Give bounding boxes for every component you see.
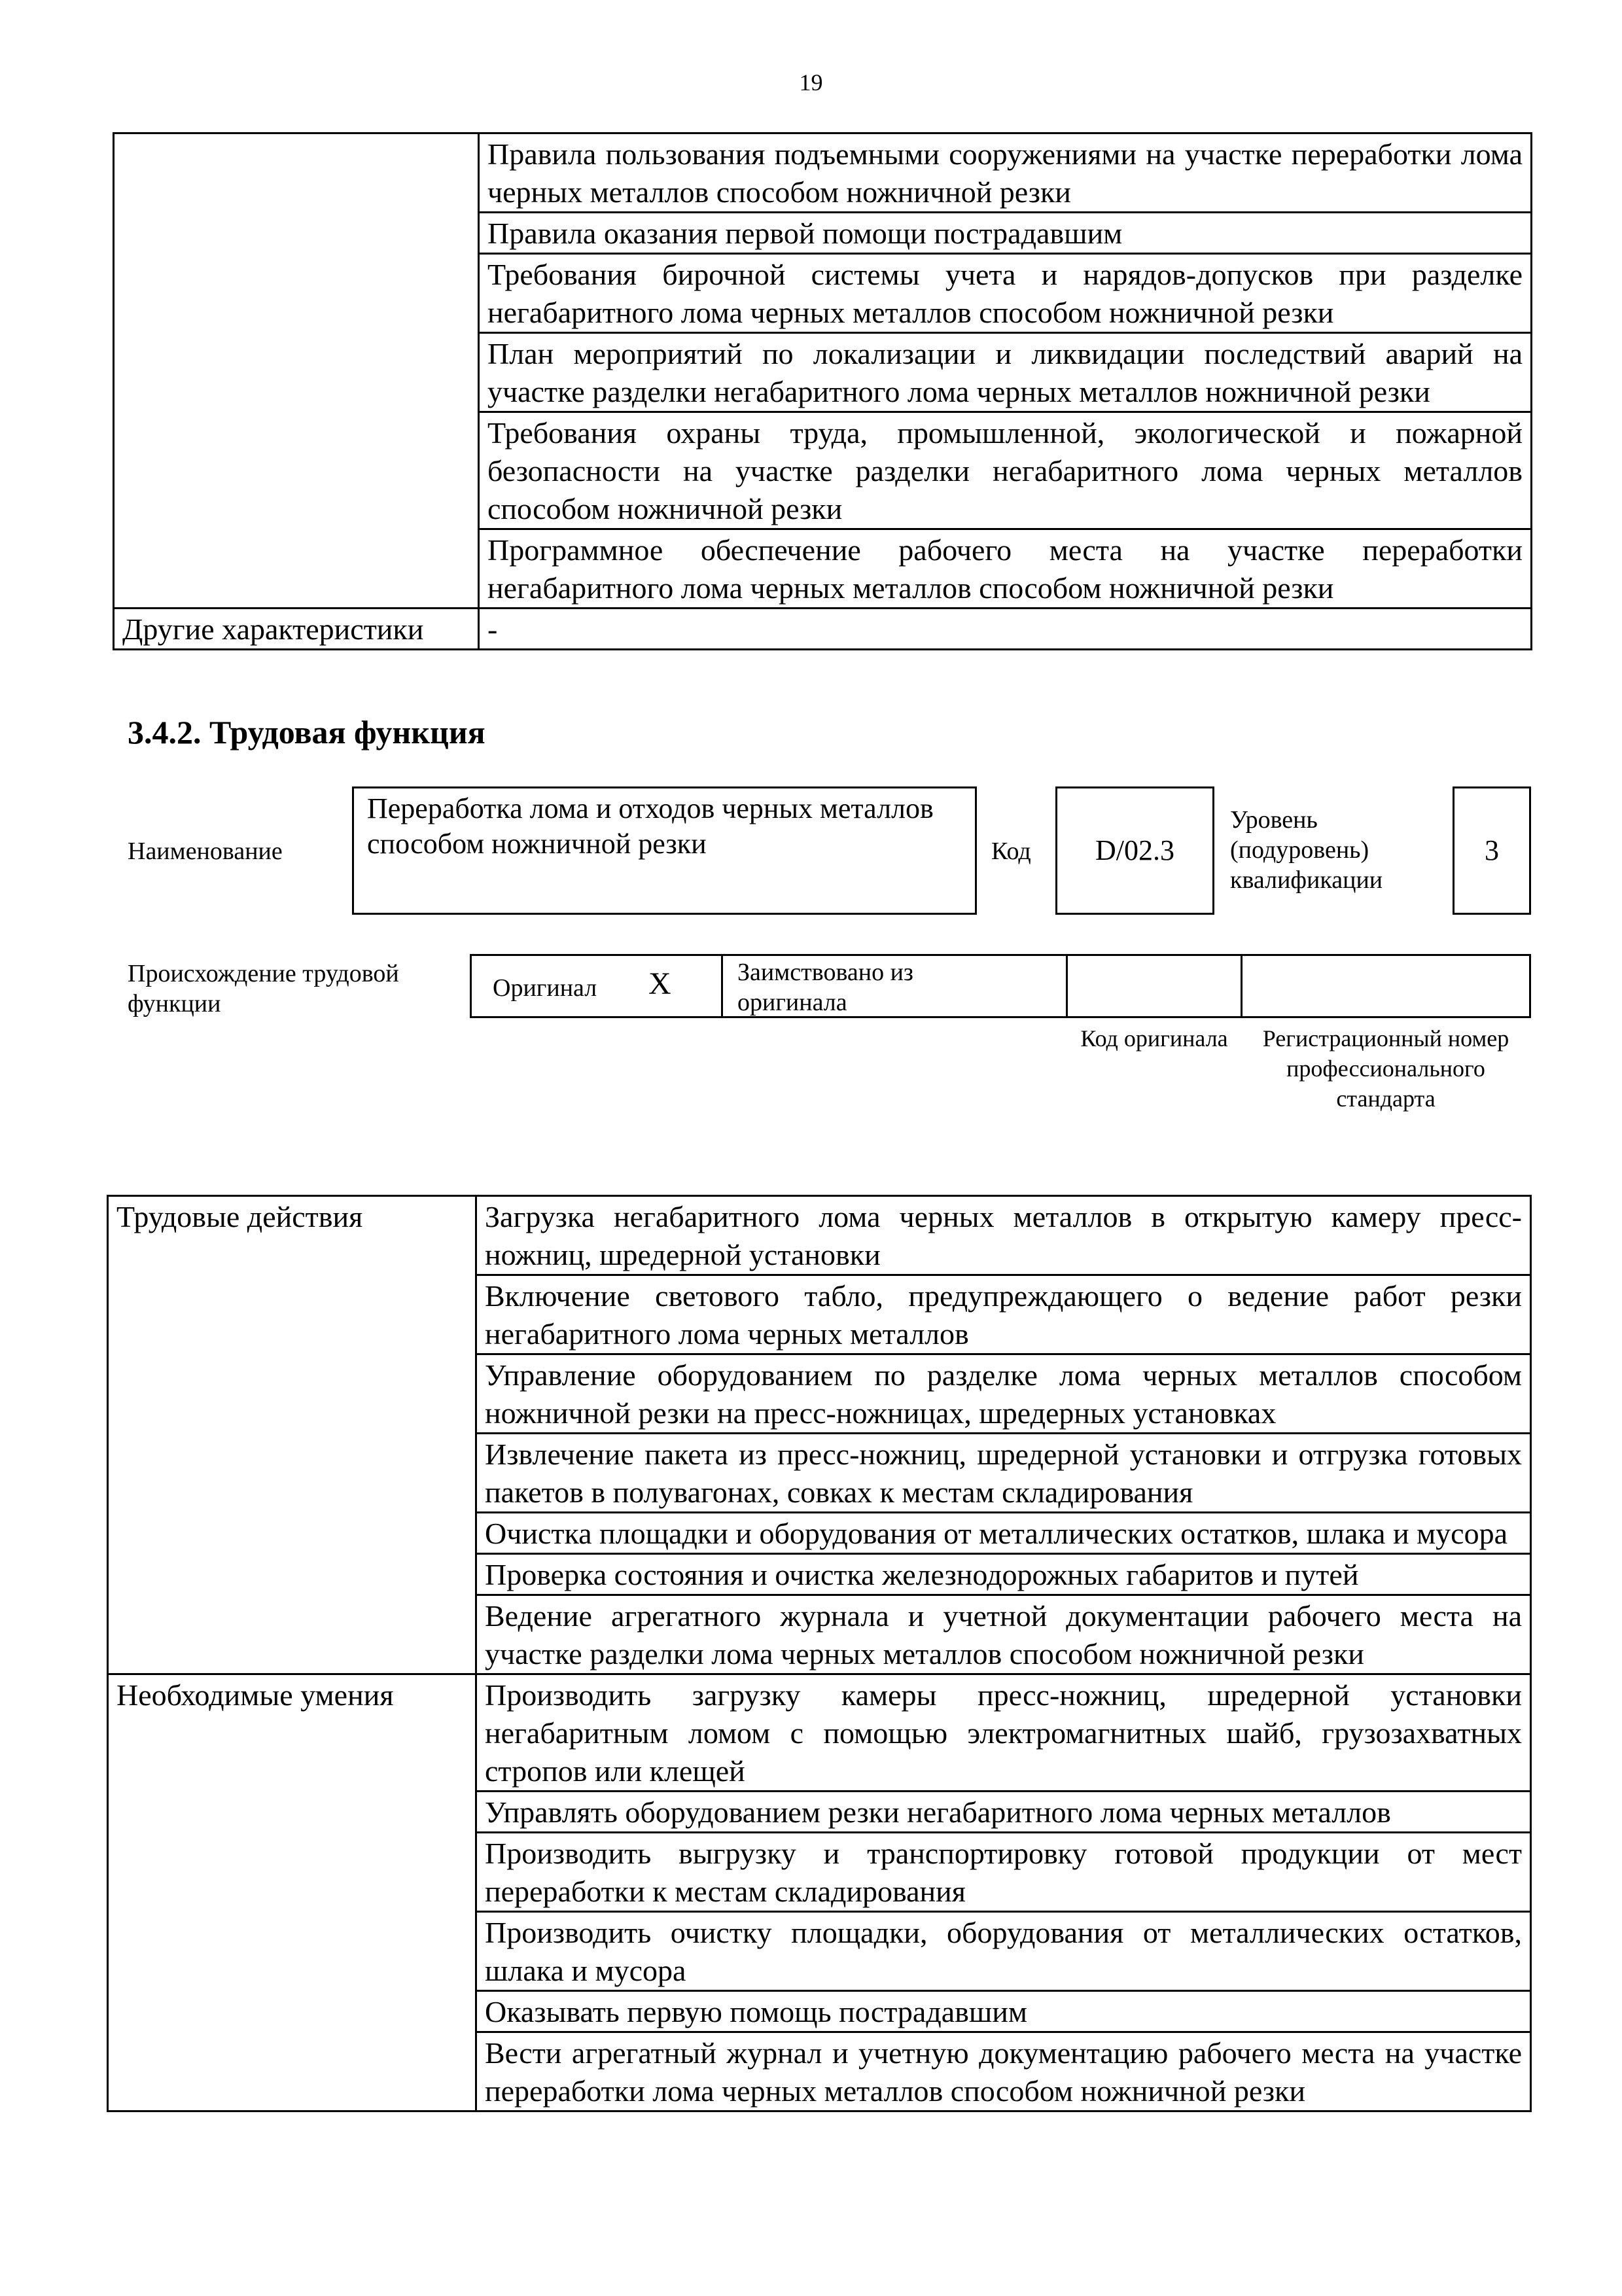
original-box [470,954,723,1018]
original-label: Оригинал [493,974,597,1002]
table-cell: Программное обеспечение рабочего места на участке переработки негабаритного лома черных металлов способом ножничной резки [479,529,1532,609]
table-cell: Ведение агрегатного журнала и учетной документации рабочего места на участке разделки лома черных металлов способом ножничной резки [476,1595,1531,1674]
other-characteristics-label: Другие характеристики [114,609,479,650]
registration-number-box [1241,954,1531,1018]
level-box [1453,786,1531,915]
table-cell: Включение светового табло, предупреждающего о ведение работ резки негабаритного лома черных металлов [476,1275,1531,1354]
section-title: 3.4.2. Трудовая функция [128,714,485,751]
table-row [114,609,1532,650]
original-code-box [1066,954,1243,1018]
original-code-caption: Код оригинала [1080,1025,1228,1051]
labor-actions-label: Трудовые действия [108,1196,476,1674]
original-mark: X [648,966,671,1001]
name-label: Наименование [128,838,283,865]
table-cell: Извлечение пакета из пресс-ножниц, шредерной установки и отгрузка готовых пакетов в полувагонах, совках к местам складирования [476,1434,1531,1513]
borrowed-label: Заимствовано из оригинала [737,959,913,1016]
table-cell: Загрузка негабаритного лома черных металлов в открытую камеру пресс-ножниц, шредерной установки [476,1196,1531,1275]
table-cell: Очистка площадки и оборудования от металлических остатков, шлака и мусора [476,1513,1531,1554]
table-cell: Требования бирочной системы учета и нарядов-допусков при разделке негабаритного лома черных металлов способом ножничной резки [479,254,1532,333]
table-row [114,133,1532,213]
borrowed-box [721,954,1068,1018]
table-cell: Требования охраны труда, промышленной, экологической и пожарной безопасности на участке разделки негабаритного лома черных металлов способом ножничной резки [479,412,1532,529]
registration-number-caption: Регистрационный номер профессионального стандарта [1262,1025,1509,1112]
table-cell: Оказывать первую помощь пострадавшим [476,1991,1531,2032]
level-label: Уровень (подуровень) квалификации [1230,806,1383,894]
table-cell: Управлять оборудованием резки негабаритного лома черных металлов [476,1792,1531,1833]
table-cell: Правила оказания первой помощи пострадавшим [479,213,1532,254]
table-cell: Управление оборудованием по разделке лома черных металлов способом ножничной резки на пресс-ножницах, шредерных установках [476,1354,1531,1434]
code-label: Код [991,838,1031,865]
table-cell: Правила пользования подъемными сооружениями на участке переработки лома черных металлов способом ножничной резки [479,133,1532,213]
table-row [108,1196,1531,1275]
table-cell: План мероприятий по локализации и ликвидации последствий аварий на участке разделки негабаритного лома черных металлов ножничной резки [479,333,1532,412]
code-value: D/02.3 [1095,834,1174,866]
requirements-table [113,132,1532,650]
required-skills-label: Необходимые умения [108,1674,476,2111]
name-value: Переработка лома и отходов черных металлов способом ножничной резки [367,792,934,860]
page-number: 19 [799,69,823,96]
level-value: 3 [1485,834,1499,866]
origin-label: Происхождение трудовой функции [128,960,399,1017]
table-cell-empty [114,133,479,609]
name-box [352,786,977,915]
table-cell: Производить выгрузку и транспортировку готовой продукции от мест переработки к местам складирования [476,1833,1531,1912]
table-row [108,1674,1531,1792]
code-box [1055,786,1214,915]
labor-actions-table [107,1195,1532,2112]
other-characteristics-value: - [479,609,1532,650]
table-cell: Проверка состояния и очистка железнодорожных габаритов и путей [476,1554,1531,1595]
table-cell: Производить очистку площадки, оборудования от металлических остатков, шлака и мусора [476,1912,1531,1991]
table-cell: Вести агрегатный журнал и учетную документацию рабочего места на участке переработки лома черных металлов способом ножничной резки [476,2032,1531,2111]
table-cell: Производить загрузку камеры пресс-ножниц, шредерной установки негабаритным ломом с помощью электромагнитных шайб, грузозахватных стропов или клещей [476,1674,1531,1792]
